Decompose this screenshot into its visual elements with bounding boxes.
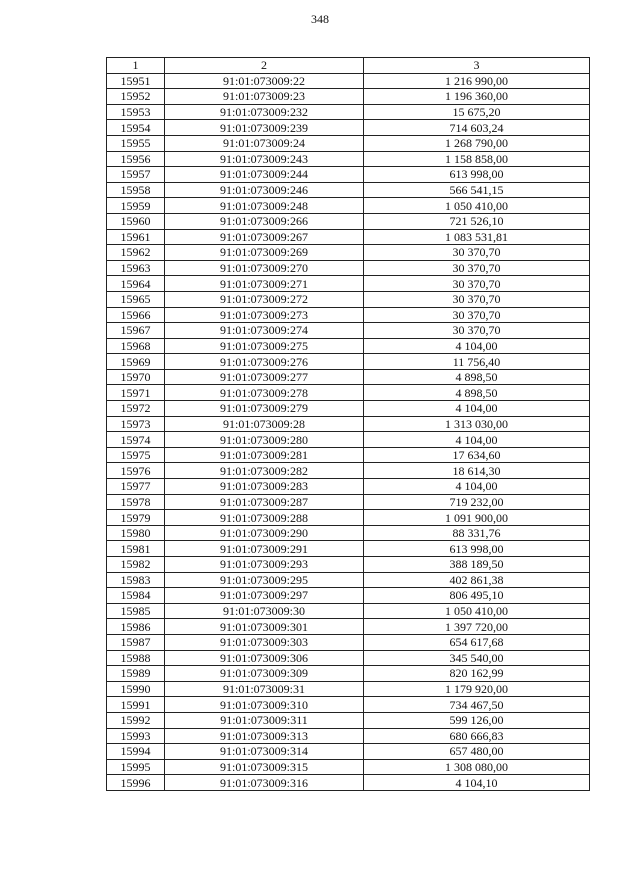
row-number-cell: 15981 bbox=[107, 541, 165, 557]
column-header-1: 1 bbox=[107, 58, 165, 74]
value-cell: 1 397 720,00 bbox=[364, 619, 590, 635]
row-number-cell: 15983 bbox=[107, 572, 165, 588]
cadastral-number-cell: 91:01:073009:232 bbox=[165, 104, 364, 120]
row-number-cell: 15964 bbox=[107, 276, 165, 292]
value-cell: 30 370,70 bbox=[364, 276, 590, 292]
row-number-cell: 15963 bbox=[107, 260, 165, 276]
value-cell: 719 232,00 bbox=[364, 494, 590, 510]
value-cell: 1 179 920,00 bbox=[364, 681, 590, 697]
table-row bbox=[107, 432, 590, 448]
value-cell: 1 313 030,00 bbox=[364, 416, 590, 432]
cadastral-number-cell: 91:01:073009:272 bbox=[165, 291, 364, 307]
value-cell: 4 104,10 bbox=[364, 775, 590, 791]
row-number-cell: 15984 bbox=[107, 588, 165, 604]
cadastral-number-cell: 91:01:073009:309 bbox=[165, 666, 364, 682]
row-number-cell: 15994 bbox=[107, 744, 165, 760]
row-number-cell: 15967 bbox=[107, 323, 165, 339]
column-header-3: 3 bbox=[364, 58, 590, 74]
table-row bbox=[107, 479, 590, 495]
row-number-cell: 15957 bbox=[107, 167, 165, 183]
cadastral-number-cell: 91:01:073009:278 bbox=[165, 385, 364, 401]
cadastral-number-cell: 91:01:073009:276 bbox=[165, 354, 364, 370]
table-row bbox=[107, 603, 590, 619]
value-cell: 4 104,00 bbox=[364, 401, 590, 417]
table-row bbox=[107, 541, 590, 557]
table-row bbox=[107, 229, 590, 245]
row-number-cell: 15974 bbox=[107, 432, 165, 448]
row-number-cell: 15978 bbox=[107, 494, 165, 510]
cadastral-number-cell: 91:01:073009:293 bbox=[165, 557, 364, 573]
cadastral-number-cell: 91:01:073009:279 bbox=[165, 401, 364, 417]
table-row bbox=[107, 323, 590, 339]
row-number-cell: 15972 bbox=[107, 401, 165, 417]
table-row bbox=[107, 416, 590, 432]
cadastral-number-cell: 91:01:073009:314 bbox=[165, 744, 364, 760]
cadastral-number-cell: 91:01:073009:301 bbox=[165, 619, 364, 635]
row-number-cell: 15995 bbox=[107, 759, 165, 775]
row-number-cell: 15966 bbox=[107, 307, 165, 323]
value-cell: 17 634,60 bbox=[364, 447, 590, 463]
cadastral-number-cell: 91:01:073009:239 bbox=[165, 120, 364, 136]
table-row bbox=[107, 151, 590, 167]
cadastral-number-cell: 91:01:073009:269 bbox=[165, 245, 364, 261]
cadastral-number-cell: 91:01:073009:297 bbox=[165, 588, 364, 604]
table-row bbox=[107, 260, 590, 276]
row-number-cell: 15993 bbox=[107, 728, 165, 744]
cadastral-number-cell: 91:01:073009:291 bbox=[165, 541, 364, 557]
table-row bbox=[107, 510, 590, 526]
table-row bbox=[107, 338, 590, 354]
cadastral-number-cell: 91:01:073009:22 bbox=[165, 73, 364, 89]
cadastral-number-cell: 91:01:073009:281 bbox=[165, 447, 364, 463]
value-cell: 1 083 531,81 bbox=[364, 229, 590, 245]
table-row bbox=[107, 557, 590, 573]
row-number-cell: 15969 bbox=[107, 354, 165, 370]
row-number-cell: 15979 bbox=[107, 510, 165, 526]
cadastral-number-cell: 91:01:073009:31 bbox=[165, 681, 364, 697]
table-row bbox=[107, 588, 590, 604]
table-row bbox=[107, 401, 590, 417]
table-row bbox=[107, 213, 590, 229]
cadastral-number-cell: 91:01:073009:28 bbox=[165, 416, 364, 432]
value-cell: 613 998,00 bbox=[364, 167, 590, 183]
cadastral-number-cell: 91:01:073009:266 bbox=[165, 213, 364, 229]
value-cell: 1 091 900,00 bbox=[364, 510, 590, 526]
cadastral-number-cell: 91:01:073009:282 bbox=[165, 463, 364, 479]
table-row bbox=[107, 744, 590, 760]
value-cell: 1 050 410,00 bbox=[364, 198, 590, 214]
value-cell: 4 898,50 bbox=[364, 385, 590, 401]
cadastral-number-cell: 91:01:073009:313 bbox=[165, 728, 364, 744]
value-cell: 566 541,15 bbox=[364, 182, 590, 198]
row-number-cell: 15987 bbox=[107, 634, 165, 650]
value-cell: 30 370,70 bbox=[364, 323, 590, 339]
table-row bbox=[107, 697, 590, 713]
value-cell: 30 370,70 bbox=[364, 307, 590, 323]
cadastral-number-cell: 91:01:073009:248 bbox=[165, 198, 364, 214]
cadastral-number-cell: 91:01:073009:316 bbox=[165, 775, 364, 791]
row-number-cell: 15986 bbox=[107, 619, 165, 635]
value-cell: 30 370,70 bbox=[364, 260, 590, 276]
value-cell: 820 162,99 bbox=[364, 666, 590, 682]
value-cell: 388 189,50 bbox=[364, 557, 590, 573]
registry-table bbox=[106, 57, 590, 791]
cadastral-number-cell: 91:01:073009:311 bbox=[165, 712, 364, 728]
value-cell: 1 216 990,00 bbox=[364, 73, 590, 89]
table-row bbox=[107, 681, 590, 697]
cadastral-number-cell: 91:01:073009:270 bbox=[165, 260, 364, 276]
cadastral-number-cell: 91:01:073009:246 bbox=[165, 182, 364, 198]
value-cell: 599 126,00 bbox=[364, 712, 590, 728]
row-number-cell: 15952 bbox=[107, 89, 165, 105]
value-cell: 15 675,20 bbox=[364, 104, 590, 120]
cadastral-number-cell: 91:01:073009:303 bbox=[165, 634, 364, 650]
cadastral-number-cell: 91:01:073009:275 bbox=[165, 338, 364, 354]
cadastral-number-cell: 91:01:073009:271 bbox=[165, 276, 364, 292]
table-row bbox=[107, 198, 590, 214]
table-row bbox=[107, 385, 590, 401]
value-cell: 30 370,70 bbox=[364, 291, 590, 307]
header-row bbox=[107, 58, 590, 74]
table-row bbox=[107, 572, 590, 588]
value-cell: 721 526,10 bbox=[364, 213, 590, 229]
cadastral-number-cell: 91:01:073009:24 bbox=[165, 135, 364, 151]
row-number-cell: 15971 bbox=[107, 385, 165, 401]
row-number-cell: 15955 bbox=[107, 135, 165, 151]
value-cell: 4 104,00 bbox=[364, 338, 590, 354]
cadastral-number-cell: 91:01:073009:288 bbox=[165, 510, 364, 526]
cadastral-number-cell: 91:01:073009:274 bbox=[165, 323, 364, 339]
table-row bbox=[107, 135, 590, 151]
table-row bbox=[107, 759, 590, 775]
row-number-cell: 15990 bbox=[107, 681, 165, 697]
page-number: 348 bbox=[311, 12, 329, 26]
row-number-cell: 15982 bbox=[107, 557, 165, 573]
row-number-cell: 15962 bbox=[107, 245, 165, 261]
cadastral-number-cell: 91:01:073009:287 bbox=[165, 494, 364, 510]
value-cell: 4 104,00 bbox=[364, 432, 590, 448]
cadastral-number-cell: 91:01:073009:280 bbox=[165, 432, 364, 448]
cadastral-number-cell: 91:01:073009:277 bbox=[165, 369, 364, 385]
row-number-cell: 15968 bbox=[107, 338, 165, 354]
table-body bbox=[107, 73, 590, 790]
table-header bbox=[107, 58, 590, 74]
row-number-cell: 15951 bbox=[107, 73, 165, 89]
cadastral-number-cell: 91:01:073009:30 bbox=[165, 603, 364, 619]
cadastral-number-cell: 91:01:073009:290 bbox=[165, 525, 364, 541]
table-row bbox=[107, 307, 590, 323]
table-row bbox=[107, 354, 590, 370]
row-number-cell: 15992 bbox=[107, 712, 165, 728]
value-cell: 4 104,00 bbox=[364, 479, 590, 495]
table-row bbox=[107, 104, 590, 120]
row-number-cell: 15996 bbox=[107, 775, 165, 791]
table-row bbox=[107, 525, 590, 541]
value-cell: 1 050 410,00 bbox=[364, 603, 590, 619]
table-row bbox=[107, 666, 590, 682]
table-row bbox=[107, 650, 590, 666]
row-number-cell: 15953 bbox=[107, 104, 165, 120]
value-cell: 4 898,50 bbox=[364, 369, 590, 385]
table-row bbox=[107, 728, 590, 744]
value-cell: 345 540,00 bbox=[364, 650, 590, 666]
row-number-cell: 15970 bbox=[107, 369, 165, 385]
cadastral-number-cell: 91:01:073009:283 bbox=[165, 479, 364, 495]
row-number-cell: 15975 bbox=[107, 447, 165, 463]
row-number-cell: 15961 bbox=[107, 229, 165, 245]
table-row bbox=[107, 182, 590, 198]
row-number-cell: 15977 bbox=[107, 479, 165, 495]
cadastral-number-cell: 91:01:073009:310 bbox=[165, 697, 364, 713]
row-number-cell: 15958 bbox=[107, 182, 165, 198]
value-cell: 734 467,50 bbox=[364, 697, 590, 713]
row-number-cell: 15991 bbox=[107, 697, 165, 713]
cadastral-number-cell: 91:01:073009:243 bbox=[165, 151, 364, 167]
cadastral-number-cell: 91:01:073009:267 bbox=[165, 229, 364, 245]
table-row bbox=[107, 463, 590, 479]
row-number-cell: 15954 bbox=[107, 120, 165, 136]
row-number-cell: 15985 bbox=[107, 603, 165, 619]
value-cell: 714 603,24 bbox=[364, 120, 590, 136]
value-cell: 657 480,00 bbox=[364, 744, 590, 760]
value-cell: 1 308 080,00 bbox=[364, 759, 590, 775]
cadastral-number-cell: 91:01:073009:23 bbox=[165, 89, 364, 105]
value-cell: 88 331,76 bbox=[364, 525, 590, 541]
value-cell: 806 495,10 bbox=[364, 588, 590, 604]
cadastral-number-cell: 91:01:073009:273 bbox=[165, 307, 364, 323]
row-number-cell: 15960 bbox=[107, 213, 165, 229]
table-row bbox=[107, 494, 590, 510]
value-cell: 1 158 858,00 bbox=[364, 151, 590, 167]
value-cell: 1 196 360,00 bbox=[364, 89, 590, 105]
row-number-cell: 15989 bbox=[107, 666, 165, 682]
table-row bbox=[107, 120, 590, 136]
value-cell: 680 666,83 bbox=[364, 728, 590, 744]
cadastral-number-cell: 91:01:073009:315 bbox=[165, 759, 364, 775]
column-header-2: 2 bbox=[165, 58, 364, 74]
row-number-cell: 15965 bbox=[107, 291, 165, 307]
table-row bbox=[107, 369, 590, 385]
table-row bbox=[107, 167, 590, 183]
row-number-cell: 15959 bbox=[107, 198, 165, 214]
table-row bbox=[107, 619, 590, 635]
value-cell: 30 370,70 bbox=[364, 245, 590, 261]
value-cell: 654 617,68 bbox=[364, 634, 590, 650]
cadastral-number-cell: 91:01:073009:306 bbox=[165, 650, 364, 666]
table-row bbox=[107, 276, 590, 292]
row-number-cell: 15976 bbox=[107, 463, 165, 479]
table-row bbox=[107, 712, 590, 728]
table-row bbox=[107, 634, 590, 650]
table-row bbox=[107, 291, 590, 307]
table-row bbox=[107, 447, 590, 463]
value-cell: 402 861,38 bbox=[364, 572, 590, 588]
table-row bbox=[107, 775, 590, 791]
row-number-cell: 15980 bbox=[107, 525, 165, 541]
row-number-cell: 15988 bbox=[107, 650, 165, 666]
value-cell: 1 268 790,00 bbox=[364, 135, 590, 151]
cadastral-number-cell: 91:01:073009:244 bbox=[165, 167, 364, 183]
table-row bbox=[107, 73, 590, 89]
value-cell: 613 998,00 bbox=[364, 541, 590, 557]
row-number-cell: 15956 bbox=[107, 151, 165, 167]
table-row bbox=[107, 245, 590, 261]
table-row bbox=[107, 89, 590, 105]
value-cell: 18 614,30 bbox=[364, 463, 590, 479]
row-number-cell: 15973 bbox=[107, 416, 165, 432]
cadastral-number-cell: 91:01:073009:295 bbox=[165, 572, 364, 588]
value-cell: 11 756,40 bbox=[364, 354, 590, 370]
